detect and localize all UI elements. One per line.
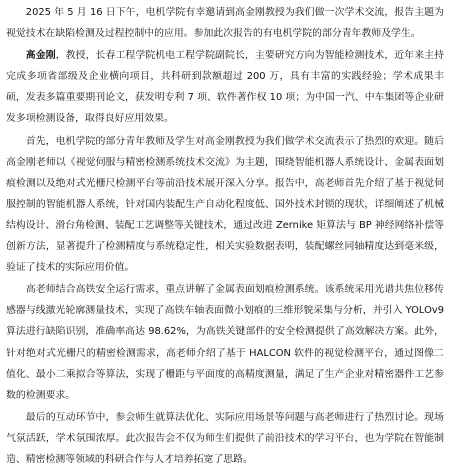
paragraph-speaker-bio xyxy=(6,45,444,129)
paragraph-scratch-detection xyxy=(6,279,444,406)
paragraph-speaker-bio-text: ，教授，长春工程学院机电工程学院副院长，主要研究方向为智能检测技术，近年来主持完成多项省部级及企业横向项目，共科研到款额超过 200 万，具有丰富的实践经验；学术成果丰硕，发表多篇重要期刊论文，获发明专利 7 项、软件著作权 10 项；为中国一汽、中车集团等企业研发多项检测设备，取得良好应用效果。 xyxy=(6,50,444,125)
paragraph-robot-system-text: 首先，电机学院的部分青年教师及学生对高金刚教授为我们做学术交流表示了热烈的欢迎。随后高金刚老师以《视觉伺服与精密检测系统技术交流》为主题，围绕智能机器人系统设计、金属表面划痕检测以及绝对式光栅尺检测平台等前沿技术展开深入分享。报告中，高老师首先介绍了基于视觉伺服控制的智能机器人系统，针对国内装配生产自动化程度低、国外技术封锁的现状，详细阐述了机械结构设计、滑台角检测、装配工艺调整等关键技术，通过改进 Zernike 矩算法与 BP 神经网络补偿等创新方法，显著提升了检测精度与系统稳定性，相关实验数据表明，装配螺丝同轴精度达到毫米级，验证了技术的实际应用价值。 xyxy=(6,135,444,274)
paragraph-discussion-text: 最后的互动环节中，参会师生就算法优化、实际应用场景等问题与高老师进行了热烈讨论。现场气氛活跃，学术氛围浓厚。此次报告会不仅为师生们提供了前沿技术的学习平台，也为学院在智能制造、精密检测等领域的科研合作与人才培养拓宽了思路。 xyxy=(6,411,444,465)
paragraph-intro xyxy=(6,2,444,44)
paragraph-discussion xyxy=(6,407,444,470)
speaker-name: 高金刚 xyxy=(25,50,56,62)
paragraph-intro-text: 2025 年 5 月 16 日下午，电机学院有幸邀请到高金刚教授为我们做一次学术交流，报告主题为视觉技术在缺陷检测及过程控制中的应用。参加此次报告的有电机学院的部分青年教师及学生。 xyxy=(6,7,444,40)
paragraph-robot-system xyxy=(6,131,444,279)
paragraph-scratch-detection-text: 高老师结合高铁安全运行需求，重点讲解了金属表面划痕检测系统。该系统采用光谱共焦位移传感器与线激光轮廓测量技术，实现了高铁车轴表面微小划痕的三维形貌采集与分析，并引入 YOLOv9 算法进行缺陷识别，准确率高达 98.62%，为高铁关键部件的安全检测提供了高效解决方案。此外，针对绝对式光栅尺的精密检测需求，高老师介绍了基于 HALCON 软件的视觉检测平台，通过图像二值化、最小二乘拟合等算法，实现了栅距与平面度的高精度测量，满足了生产企业对精密器件工艺参数的检测要求。 xyxy=(6,284,444,401)
